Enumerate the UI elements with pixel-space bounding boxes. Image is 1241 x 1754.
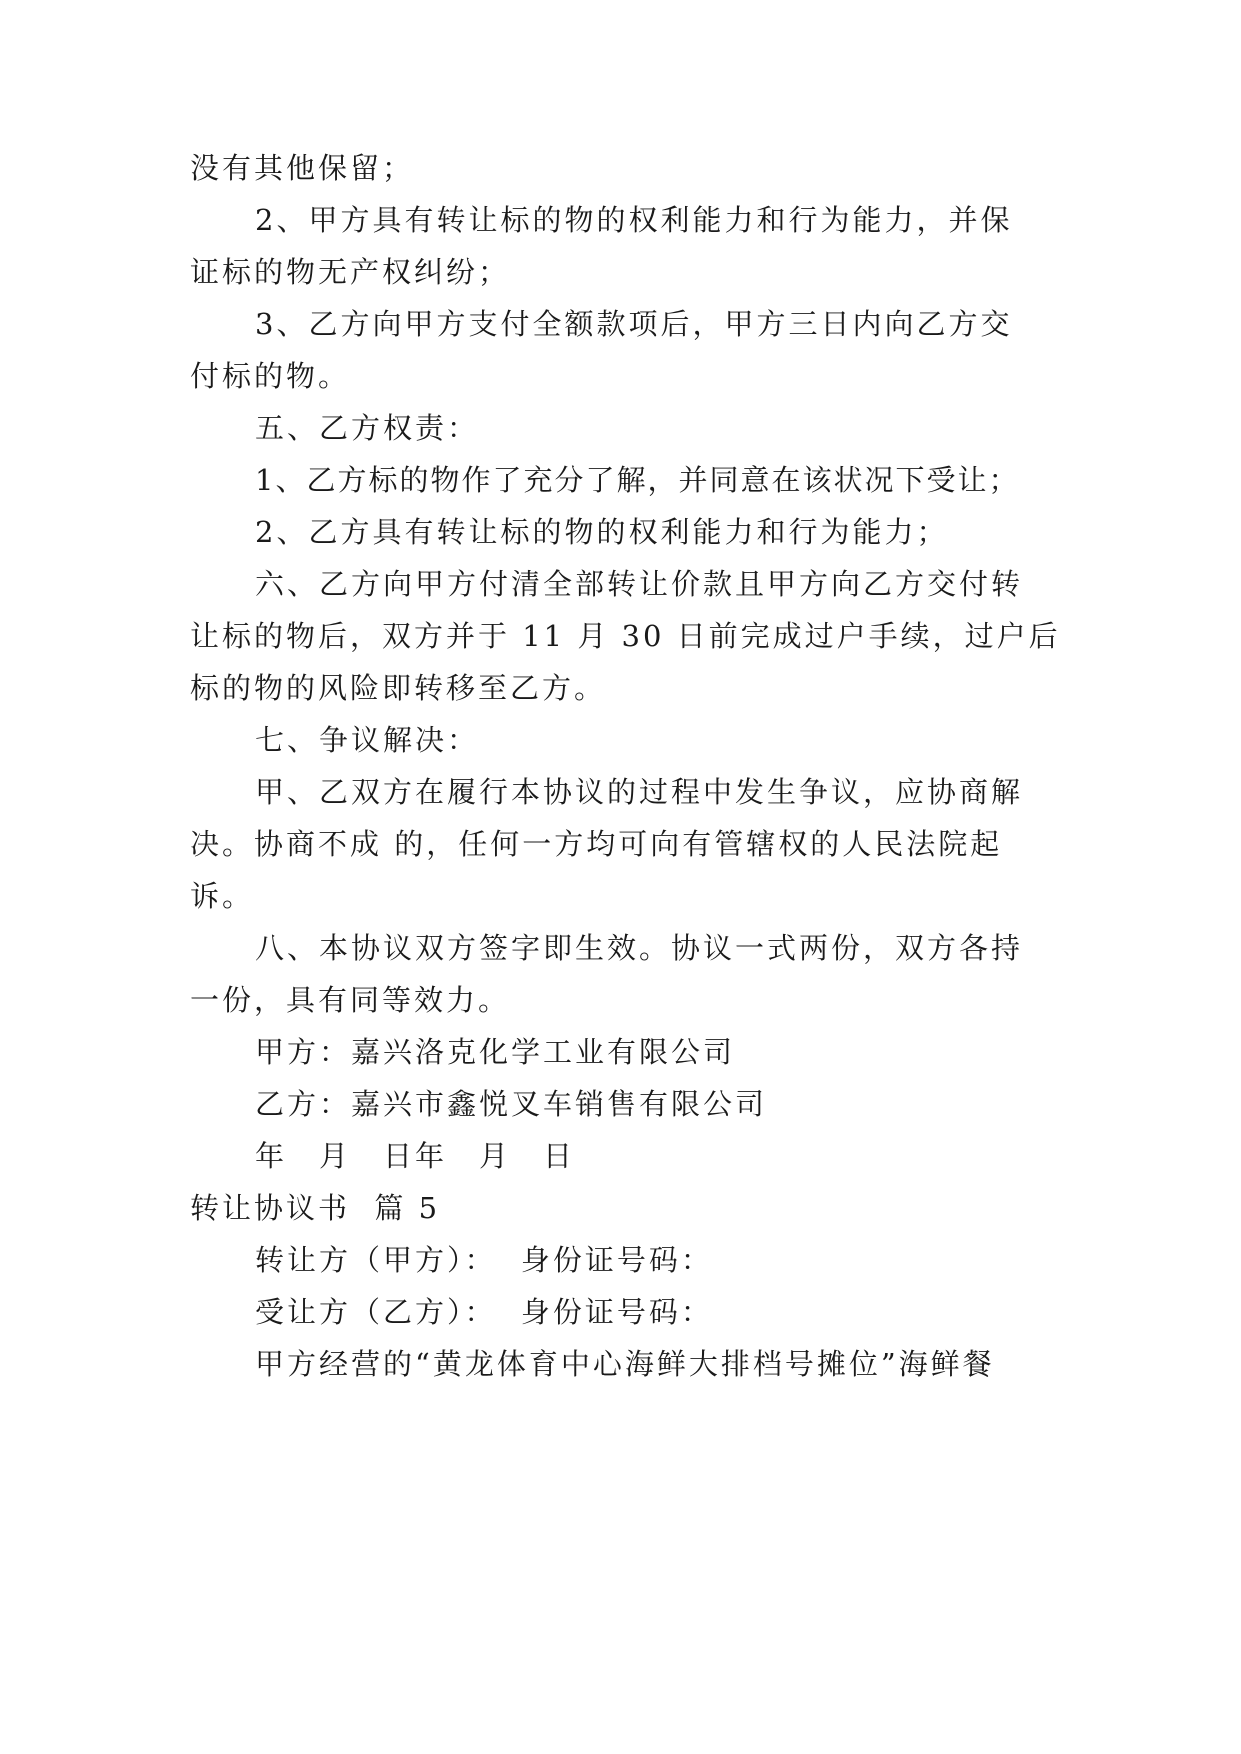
text-line: 八、本协议双方签字即生效。协议一式两份，双方各持 [255, 931, 1024, 965]
text-line: 让标的物后，双方并于 11 月 30 日前完成过户手续，过户后 [190, 619, 1061, 653]
text-line: 标的物的风险即转移至乙方。 [190, 671, 607, 705]
text-line: 甲方经营的“黄龙体育中心海鲜大排档号摊位”海鲜餐 [255, 1347, 995, 1381]
text-line: 3、乙方向甲方支付全额款项后，甲方三日内向乙方交 [255, 307, 1013, 341]
text-line: 2、乙方具有转让标的物的权利能力和行为能力； [255, 515, 949, 549]
text-line: 2、甲方具有转让标的物的权利能力和行为能力，并保 [255, 203, 1013, 237]
text-line: 一份，具有同等效力。 [190, 983, 511, 1017]
section-title: 转让协议书 篇 5 [190, 1191, 441, 1225]
text-line: 证标的物无产权纠纷； [190, 255, 511, 289]
text-line: 诉。 [190, 879, 255, 913]
text-line: 付标的物。 [190, 359, 351, 393]
text-line: 决。协商不成 的，任何一方均可向有管辖权的人民法院起 [190, 827, 1003, 861]
text-line: 甲、乙双方在履行本协议的过程中发生争议，应协商解 [255, 775, 1024, 809]
section-heading: 五、乙方权责： [255, 411, 480, 445]
party-a-line: 甲方：嘉兴洛克化学工业有限公司 [255, 1035, 736, 1069]
text-line: 1、乙方标的物作了充分了解，并同意在该状况下受让； [255, 463, 1020, 497]
date-line: 年 月 日年 月 日 [255, 1139, 576, 1173]
party-b-line: 乙方：嘉兴市鑫悦叉车销售有限公司 [255, 1087, 768, 1121]
text-line: 没有其他保留； [190, 151, 415, 185]
section-heading: 七、争议解决： [255, 723, 480, 757]
text-line: 受让方（乙方）： 身份证号码： [255, 1295, 713, 1329]
text-line: 六、乙方向甲方付清全部转让价款且甲方向乙方交付转 [255, 567, 1024, 601]
text-line: 转让方（甲方）： 身份证号码： [255, 1243, 713, 1277]
